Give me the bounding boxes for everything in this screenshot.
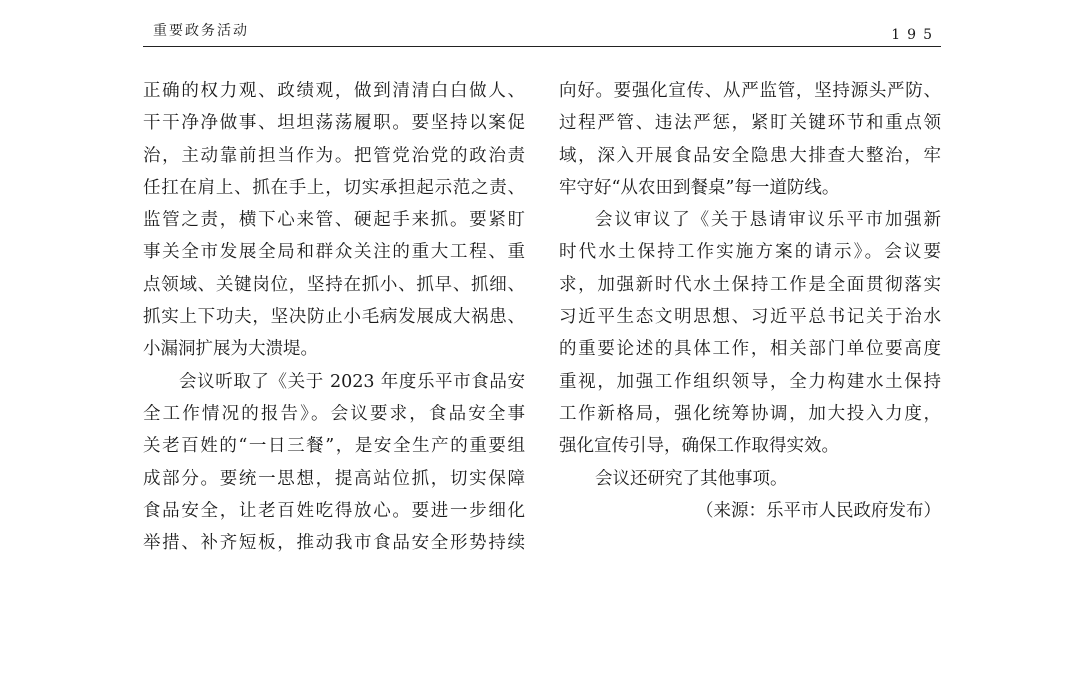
paragraph-first-line: 会议还研究了其他事项。 — [595, 468, 788, 489]
text-line: 事关全市发展全局和群众关注的重大工程、重 — [143, 242, 525, 263]
section-title: 重要政务活动 — [153, 23, 249, 39]
text-line: 任扛在肩上、抓在手上，切实承担起示范之责、 — [143, 177, 525, 198]
text-line: 举措、补齐短板，推动我市食品安全形势持续 — [143, 533, 525, 554]
text-line: 关老百姓的“一日三餐”，是安全生产的重要组 — [143, 436, 525, 457]
text-line: 的重要论述的具体工作，相关部门单位要高度 — [559, 339, 941, 360]
text-line: 重视，加强工作组织领导，全力构建水土保持 — [559, 371, 941, 392]
paragraph-first-line: 会议听取了《关于 2023 年度乐平市食品安 — [179, 371, 525, 392]
text-line: 成部分。要统一思想，提高站位抓，切实保障 — [143, 468, 525, 489]
text-line: 时代水土保持工作实施方案的请示》。会议要 — [559, 242, 941, 263]
text-line: 强化宣传引导，确保工作取得实效。 — [559, 436, 839, 457]
text-line: 监管之责，横下心来管、硬起手来抓。要紧盯 — [143, 210, 525, 231]
text-line: 全工作情况的报告》。会议要求，食品安全事 — [143, 403, 525, 424]
text-line: 过程严管、违法严惩，紧盯关键环节和重点领 — [559, 113, 941, 134]
text-line: 食品安全，让老百姓吃得放心。要进一步细化 — [143, 500, 525, 521]
text-line: 干干净净做事、坦坦荡荡履职。要坚持以案促 — [143, 113, 525, 134]
paragraph-first-line: 会议审议了《关于恳请审议乐平市加强新 — [595, 210, 941, 231]
text-line: 域，深入开展食品安全隐患大排查大整治，牢 — [559, 145, 941, 166]
left-text-column — [143, 75, 525, 559]
text-line: 习近平生态文明思想、习近平总书记关于治水 — [559, 307, 941, 328]
text-line: 小漏洞扩展为大溃堤。 — [143, 339, 318, 360]
text-line: 牢守好“从农田到餐桌”每一道防线。 — [559, 177, 840, 198]
text-line: 正确的权力观、政绩观，做到清清白白做人、 — [143, 81, 525, 101]
page-number: 195 — [891, 27, 939, 43]
text-line: 抓实上下功夫，坚决防止小毛病发展成大祸患、 — [143, 307, 525, 328]
text-line: 求，加强新时代水土保持工作是全面贯彻落实 — [559, 274, 941, 295]
text-line: 向好。要强化宣传、从严监管，坚持源头严防、 — [559, 81, 941, 101]
source-attribution: （来源：乐平市人民政府发布） — [696, 500, 941, 521]
text-line: 治，主动靠前担当作为。把管党治党的政治责 — [143, 145, 525, 166]
running-header — [143, 10, 941, 47]
right-text-column — [559, 75, 941, 527]
text-line: 点领域、关键岗位，坚持在抓小、抓早、抓细、 — [143, 274, 525, 295]
text-line: 工作新格局，强化统筹协调，加大投入力度， — [559, 403, 941, 424]
